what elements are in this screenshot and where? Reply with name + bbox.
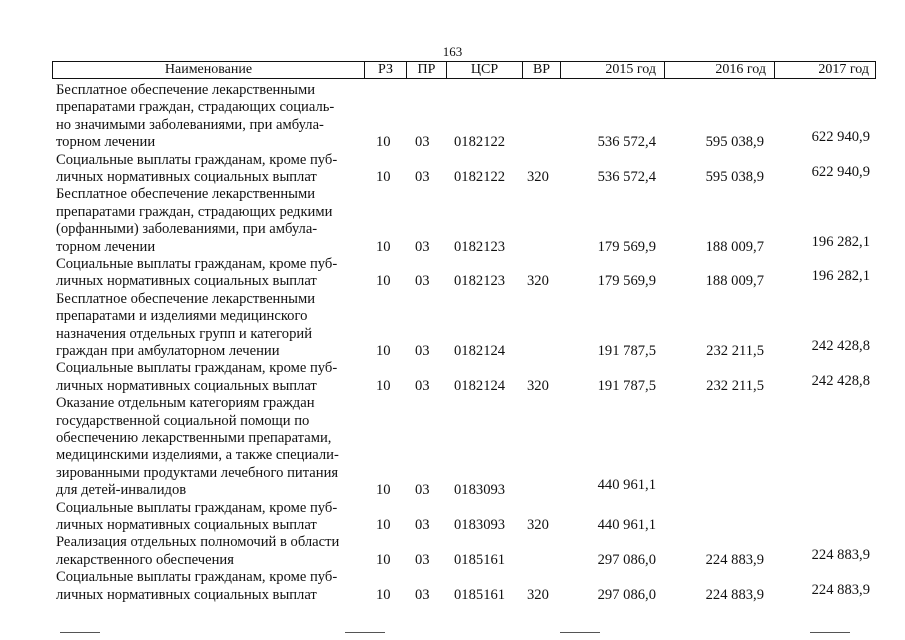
row-2017: 622 940,9 bbox=[811, 129, 870, 146]
table-row bbox=[0, 186, 905, 256]
row-2017: 622 940,9 bbox=[811, 163, 870, 180]
row-2015: 191 787,5 bbox=[597, 342, 656, 359]
row-pr: 03 bbox=[415, 377, 430, 394]
row-pr: 03 bbox=[415, 342, 430, 359]
row-2015: 179 569,9 bbox=[597, 273, 656, 290]
row-name: Социальные выплаты гражданам, кроме пуб- личных нормативных социальных выплат bbox=[56, 569, 338, 603]
row-2016: 595 038,9 bbox=[705, 168, 764, 185]
row-pr: 03 bbox=[415, 516, 430, 533]
row-rz: 10 bbox=[376, 342, 391, 359]
row-2017: 196 282,1 bbox=[811, 268, 870, 285]
row-rz: 10 bbox=[376, 168, 391, 185]
row-csr: 0182122 bbox=[454, 168, 506, 185]
row-csr: 0183093 bbox=[454, 516, 506, 533]
row-2015: 440 961,1 bbox=[597, 477, 656, 494]
table-row bbox=[0, 256, 905, 291]
row-2017: 224 883,9 bbox=[811, 546, 870, 563]
row-pr: 03 bbox=[415, 238, 430, 255]
row-name: Социальные выплаты гражданам, кроме пуб- личных нормативных социальных выплат bbox=[56, 499, 338, 533]
row-2015: 440 961,1 bbox=[597, 516, 656, 533]
row-2017: 242 428,8 bbox=[811, 372, 870, 389]
row-csr: 0182124 bbox=[454, 342, 506, 359]
row-2016: 224 883,9 bbox=[705, 551, 764, 568]
row-rz: 10 bbox=[376, 238, 391, 255]
row-2015: 179 569,9 bbox=[597, 238, 656, 255]
row-2016: 595 038,9 bbox=[705, 134, 764, 151]
row-2016: 232 211,5 bbox=[706, 377, 764, 394]
row-pr: 03 bbox=[415, 273, 430, 290]
table-row bbox=[0, 569, 905, 604]
row-rz: 10 bbox=[376, 377, 391, 394]
row-2015: 191 787,5 bbox=[597, 377, 656, 394]
table-row bbox=[0, 152, 905, 187]
page-number: 163 bbox=[442, 44, 463, 59]
scan-mark bbox=[810, 632, 850, 633]
row-2016: 224 883,9 bbox=[705, 586, 764, 603]
row-name: Реализация отдельных полномочий в области лекарственного обеспечения bbox=[56, 534, 340, 568]
row-2015: 536 572,4 bbox=[597, 168, 656, 185]
row-rz: 10 bbox=[376, 516, 391, 533]
row-pr: 03 bbox=[415, 551, 430, 568]
scan-mark bbox=[345, 632, 385, 633]
row-csr: 0182123 bbox=[454, 273, 506, 290]
table-header bbox=[52, 61, 876, 79]
row-2017: 196 282,1 bbox=[811, 233, 870, 250]
row-name: Социальные выплаты гражданам, кроме пуб- личных нормативных социальных выплат bbox=[56, 151, 338, 185]
row-rz: 10 bbox=[376, 482, 391, 499]
row-name: Социальные выплаты гражданам, кроме пуб- личных нормативных социальных выплат bbox=[56, 255, 338, 290]
row-rz: 10 bbox=[376, 551, 391, 568]
row-2015: 297 086,0 bbox=[597, 551, 656, 568]
row-csr: 0185161 bbox=[454, 551, 506, 568]
row-2017: 224 883,9 bbox=[811, 581, 870, 598]
row-2016: 188 009,7 bbox=[705, 273, 764, 290]
row-vr: 320 bbox=[527, 586, 549, 603]
row-2017: 242 428,8 bbox=[811, 337, 870, 354]
table-row bbox=[0, 291, 905, 361]
row-name: Бесплатное обеспечение лекарственными препаратами граждан, страдающих редкими (орфанными) заболеваниями, при амбула- торном лечении bbox=[56, 186, 333, 255]
row-2015: 297 086,0 bbox=[597, 586, 656, 603]
row-csr: 0185161 bbox=[454, 586, 506, 603]
row-rz: 10 bbox=[376, 273, 391, 290]
row-name: Бесплатное обеспечение лекарственными препаратами граждан, страдающих социаль- но значимыми заболеваниями, при амбула- торном лечении bbox=[56, 82, 335, 151]
row-name: Социальные выплаты гражданам, кроме пуб- личных нормативных социальных выплат bbox=[56, 360, 338, 394]
row-rz: 10 bbox=[376, 134, 391, 151]
row-pr: 03 bbox=[415, 586, 430, 603]
table-row bbox=[0, 360, 905, 395]
table-row bbox=[0, 500, 905, 535]
table-row bbox=[0, 534, 905, 569]
row-csr: 0183093 bbox=[454, 482, 506, 499]
row-vr: 320 bbox=[527, 377, 549, 394]
row-pr: 03 bbox=[415, 134, 430, 151]
table-body bbox=[0, 82, 905, 604]
header-year-2017: 2017 год bbox=[818, 62, 869, 77]
header-year-2016: 2016 год bbox=[665, 62, 775, 78]
row-pr: 03 bbox=[415, 482, 430, 499]
row-2015: 536 572,4 bbox=[597, 134, 656, 151]
row-csr: 0182122 bbox=[454, 134, 506, 151]
row-name: Бесплатное обеспечение лекарственными препаратами и изделиями медицинского назначения отдельных групп и категорий граждан при амбулаторном лечении bbox=[56, 290, 316, 359]
table-row bbox=[0, 82, 905, 152]
row-csr: 0182124 bbox=[454, 377, 506, 394]
row-2016: 232 211,5 bbox=[706, 342, 764, 359]
row-2016: 188 009,7 bbox=[705, 238, 764, 255]
row-csr: 0182123 bbox=[454, 238, 506, 255]
row-rz: 10 bbox=[376, 586, 391, 603]
row-pr: 03 bbox=[415, 168, 430, 185]
table-row bbox=[0, 395, 905, 499]
row-name: Оказание отдельным категориям граждан государственной социальной помощи по обеспечению лекарственными препаратами, медицинскими изделиями, а также специали- зированными продуктами лечебного питания для детей-инвалидов bbox=[56, 395, 339, 499]
header-csr: ЦСР bbox=[447, 62, 523, 78]
header-vr: ВР bbox=[523, 62, 561, 78]
header-pr: ПР bbox=[407, 62, 447, 78]
header-rz: РЗ bbox=[365, 62, 407, 78]
row-vr: 320 bbox=[527, 273, 549, 290]
header-name: Наименование bbox=[53, 62, 365, 78]
scan-edge-marks bbox=[0, 632, 905, 634]
row-vr: 320 bbox=[527, 168, 549, 185]
scan-mark bbox=[560, 632, 600, 633]
scan-mark bbox=[60, 632, 100, 633]
header-year-2015: 2015 год bbox=[561, 62, 665, 78]
row-vr: 320 bbox=[527, 516, 549, 533]
